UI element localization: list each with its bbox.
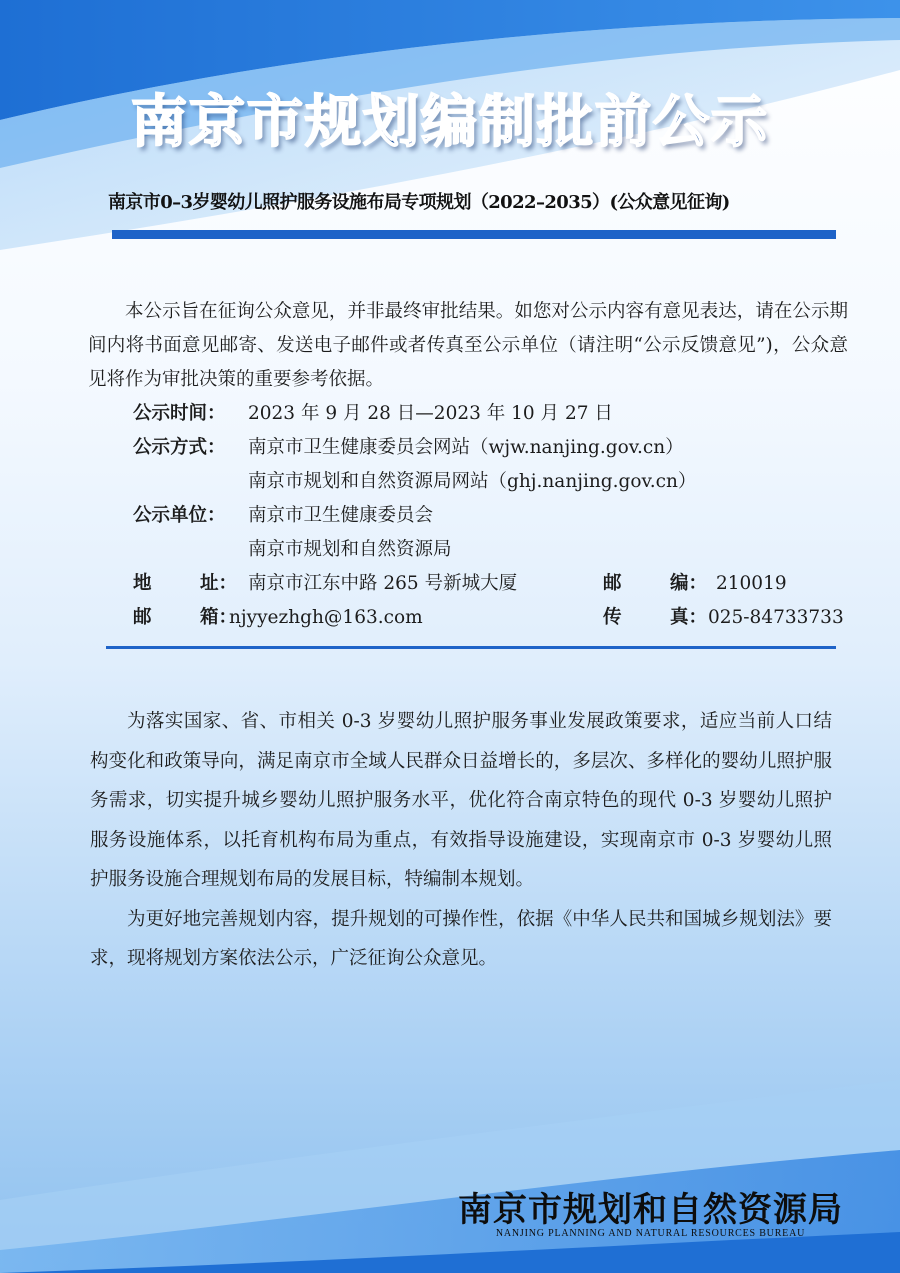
issuer-name-en: NANJING PLANNING AND NATURAL RESOURCES BUREAU xyxy=(495,1228,806,1239)
address-row xyxy=(88,567,848,601)
page-title: 南京市规划编制批前公示 xyxy=(131,90,769,155)
address-label-char-2: 址： xyxy=(200,573,238,594)
postcode-label-char-1: 邮 xyxy=(603,573,622,594)
postcode-value: 210019 xyxy=(716,573,787,594)
plan-subtitle: 南京市0–3岁婴幼儿照护服务设施布局专项规划（2022–2035）(公众意见征询) xyxy=(108,192,730,213)
email-value[interactable]: njyyezhgh@163.com xyxy=(229,607,423,628)
publicity-method-row xyxy=(88,431,848,465)
publicity-unit-label: 公示单位： xyxy=(133,505,226,526)
issuer-footer xyxy=(458,1190,843,1239)
notice-section xyxy=(88,295,848,635)
publicity-time-value: 2023 年 9 月 28 日—2023 年 10 月 27 日 xyxy=(248,403,613,424)
publicity-unit-value-2: 南京市规划和自然资源局 xyxy=(248,539,452,560)
publicity-unit-row-2 xyxy=(88,533,848,567)
description-paragraph-1: 为落实国家、省、市相关 0-3 岁婴幼儿照护服务事业发展政策要求，适应当前人口结构变化和政策导向，满足南京市全域人民群众日益增长的，多层次、多样化的婴幼儿照护服务需求，切实提升城乡婴幼儿照护服务水平，优化符合南京特色的现代 0-3 岁婴幼儿照护服务设施体系，以托育机构布局为重点，有效指导设施建设，实现南京市 0-3 岁婴幼儿照护服务设施合理规划布局的发展目标，特编制本规划。 xyxy=(90,711,832,890)
publicity-time-row xyxy=(88,397,848,431)
email-label-char-2: 箱： xyxy=(200,607,238,628)
fax-label-char-2: 真： xyxy=(670,607,708,628)
issuer-name-cn: 南京市规划和自然资源局 xyxy=(458,1190,843,1230)
publicity-time-label: 公示时间： xyxy=(133,403,226,424)
publicity-method-value-2[interactable]: 南京市规划和自然资源局网站（ghj.nanjing.gov.cn） xyxy=(248,471,697,492)
publicity-method-label: 公示方式： xyxy=(133,437,226,458)
publicity-method-row-2 xyxy=(88,465,848,499)
section-divider xyxy=(106,646,836,649)
fax-label-char-1: 传 xyxy=(603,607,622,628)
title-divider xyxy=(112,230,836,239)
address-value: 南京市江东中路 265 号新城大厦 xyxy=(248,573,518,594)
publicity-unit-row xyxy=(88,499,848,533)
address-label-char-1: 地 xyxy=(133,573,152,594)
publicity-unit-value-1: 南京市卫生健康委员会 xyxy=(248,505,434,526)
postcode-label-char-2: 编： xyxy=(670,573,708,594)
publicity-method-value-1[interactable]: 南京市卫生健康委员会网站（wjw.nanjing.gov.cn） xyxy=(248,437,684,458)
plan-description xyxy=(90,702,832,979)
fax-value: 025-84733733 xyxy=(708,607,844,628)
description-paragraph-2: 为更好地完善规划内容，提升规划的可操作性，依据《中华人民共和国城乡规划法》要求，现将规划方案依法公示，广泛征询公众意见。 xyxy=(90,908,832,969)
email-label-char-1: 邮 xyxy=(133,607,152,628)
notice-intro: 本公示旨在征询公众意见，并非最终审批结果。如您对公示内容有意见表达，请在公示期间内将书面意见邮寄、发送电子邮件或者传真至公示单位（请注明“公示反馈意见”)，公众意见将作为审批决策的重要参考依据。 xyxy=(88,301,848,390)
contact-row xyxy=(88,601,848,635)
